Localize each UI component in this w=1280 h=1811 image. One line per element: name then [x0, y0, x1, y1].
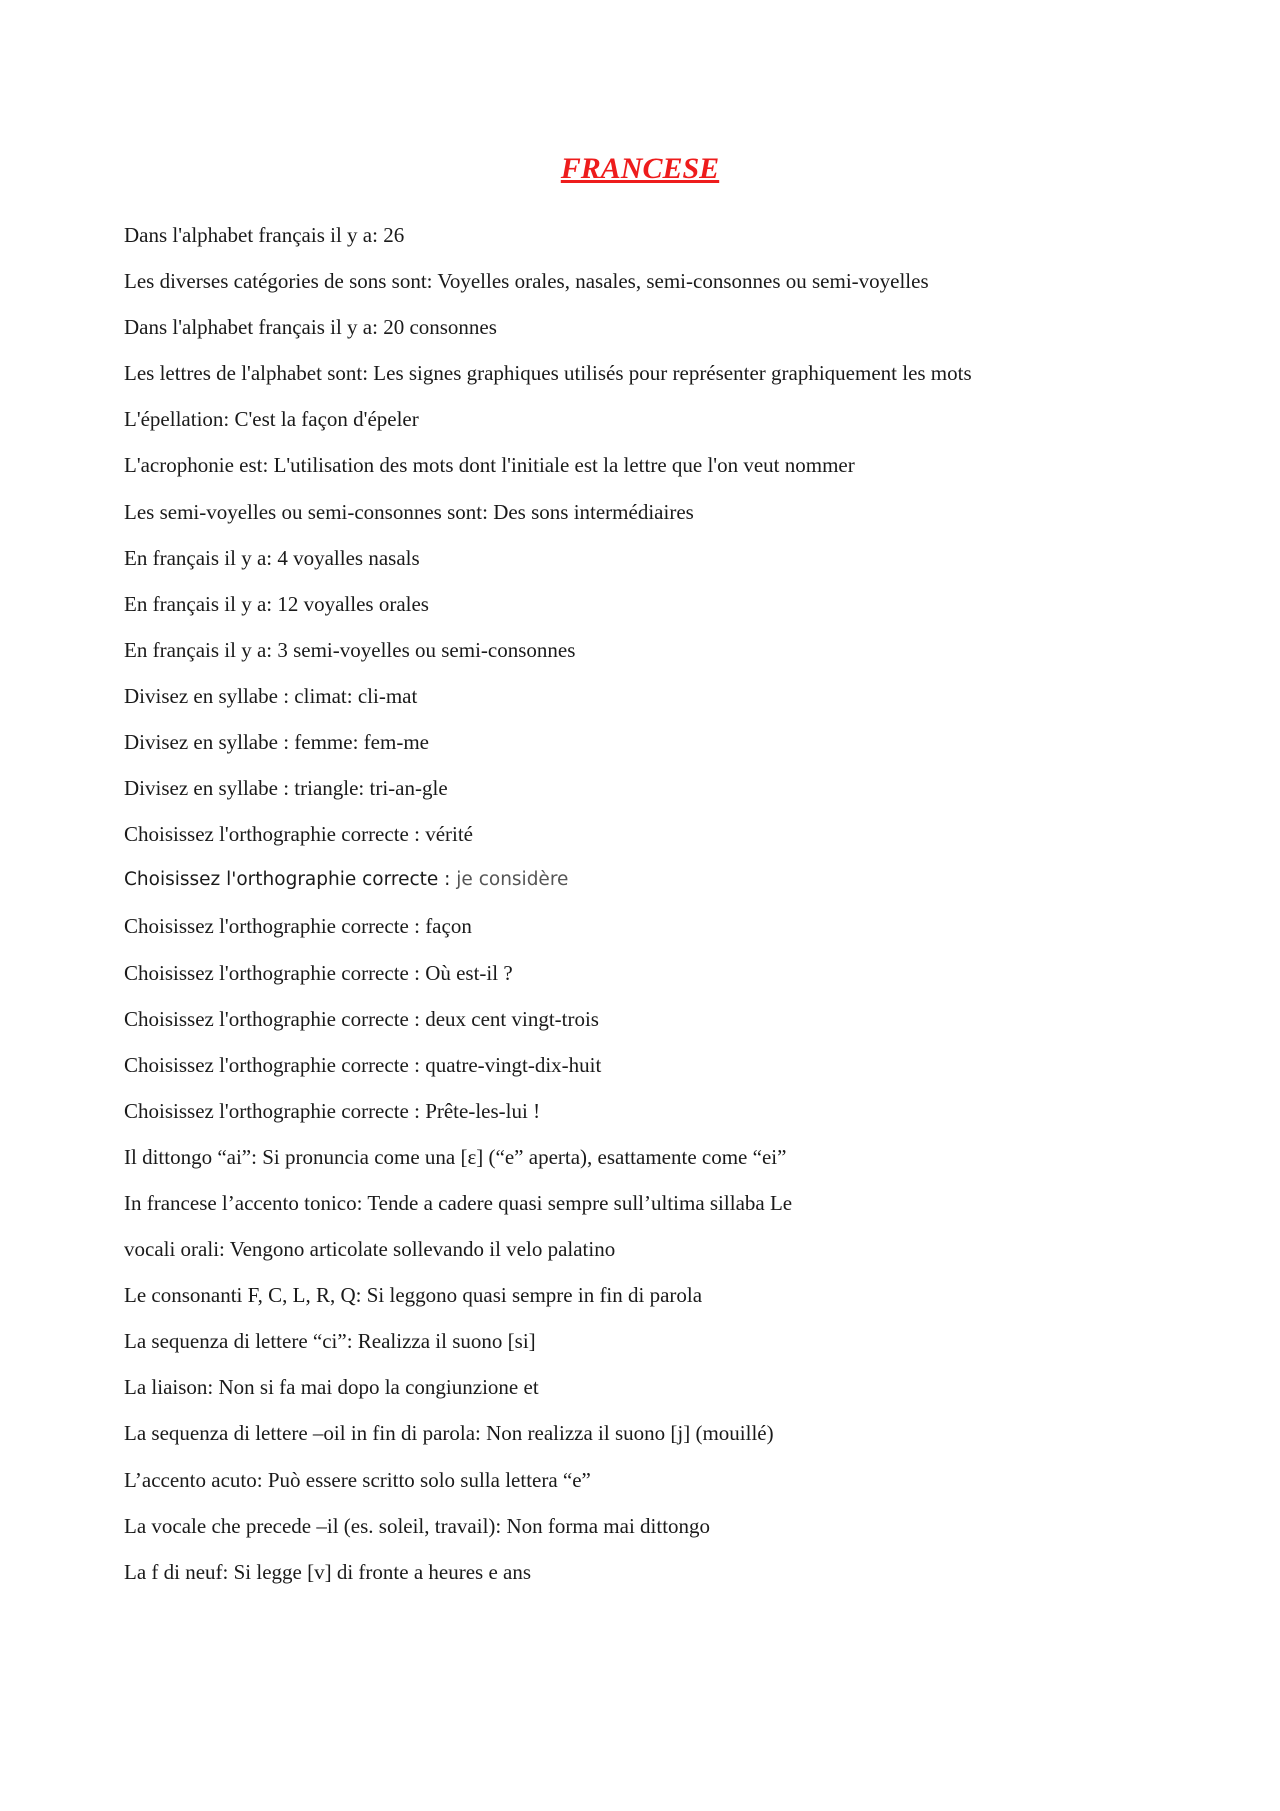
text-line: Dans l'alphabet français il y a: 26	[124, 223, 405, 247]
text-line-sans	[124, 865, 1244, 911]
text-lines	[124, 220, 1244, 1603]
text-line: La sequenza di lettere –oil in fin di parola: Non realizza il suono [j] (mouillé)	[124, 1421, 774, 1446]
text-line: In francese l’accento tonico: Tende a cadere quasi sempre sull’ultima sillaba Le	[124, 1190, 793, 1215]
text-line: L'acrophonie est: L'utilisation des mots dont l'initiale est la lettre que l'on veut nommer	[124, 453, 855, 478]
text-line: Choisissez l'orthographie correcte : Prête-les-lui !	[124, 1098, 541, 1123]
text-line: Les lettres de l'alphabet sont: Les signes graphiques utilisés pour représenter graphiquement les mots	[124, 361, 972, 386]
text-line: La sequenza di lettere “ci”: Realizza il suono [si]	[124, 1329, 536, 1354]
text-line: Divisez en syllabe : triangle: tri-an-gle	[124, 776, 448, 801]
text-line: L'épellation: C'est la façon d'épeler	[124, 407, 419, 432]
text-line: Il dittongo “ai”: Si pronuncia come una [ε] (“e” aperta), esattamente come “ei”	[124, 1144, 787, 1169]
text-line: La vocale che precede –il (es. soleil, travail): Non forma mai dittongo	[124, 1513, 711, 1538]
text-line: Les diverses catégories de sons sont: Voyelles orales, nasales, semi-consonnes ou semi-voyelles	[124, 269, 929, 294]
text-line: vocali orali: Vengono articolate sollevando il velo palatino	[124, 1237, 616, 1262]
text-line: Choisissez l'orthographie correcte : deux cent vingt-trois	[124, 1006, 599, 1031]
text-line: La f di neuf: Si legge [v] di fronte a heures e ans	[124, 1559, 532, 1584]
text-line: En français il y a: 4 voyalles nasals	[124, 545, 420, 570]
text-line: L’accento acuto: Può essere scritto solo sulla lettera “e”	[124, 1467, 591, 1492]
text-line: En français il y a: 3 semi-voyelles ou semi-consonnes	[124, 637, 576, 662]
text-line: Choisissez l'orthographie correcte : vérité	[124, 822, 473, 847]
text-line: Choisissez l'orthographie correcte : Où est-il ?	[124, 960, 513, 985]
text-line: Les semi-voyelles ou semi-consonnes sont: Des sons intermédiaires	[124, 499, 694, 524]
text-line: Divisez en syllabe : climat: cli-mat	[124, 683, 418, 708]
text-line: Le consonanti F, C, L, R, Q: Si leggono quasi sempre in fin di parola	[124, 1283, 703, 1308]
text-line: La liaison: Non si fa mai dopo la congiunzione et	[124, 1375, 539, 1400]
line-prompt: Choisissez l'orthographie correcte :	[124, 869, 451, 891]
text-line: Dans l'alphabet français il y a: 20 consonnes	[124, 315, 497, 340]
text-line: En français il y a: 12 voyalles orales	[124, 591, 429, 616]
text-line: Choisissez l'orthographie correcte : quatre-vingt-dix-huit	[124, 1052, 602, 1077]
text-line: Divisez en syllabe : femme: fem-me	[124, 730, 429, 755]
text-line: Choisissez l'orthographie correcte : façon	[124, 914, 472, 939]
page-title: FRANCESE	[560, 152, 720, 185]
line-answer: je considère	[456, 869, 569, 891]
